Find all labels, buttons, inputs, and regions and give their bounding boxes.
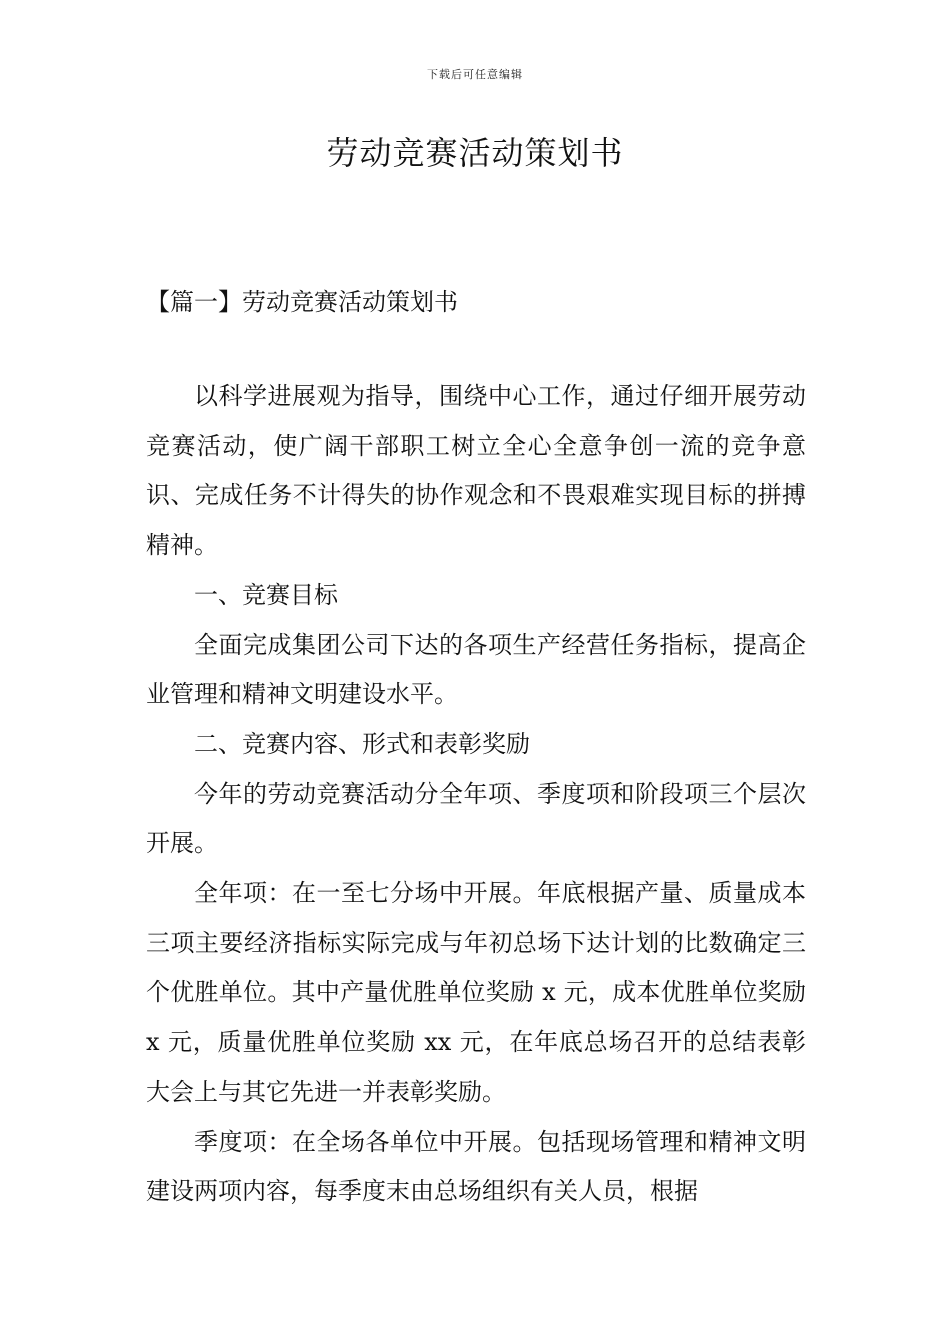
header-note: 下载后可任意编辑 <box>427 68 523 81</box>
heading-goals: 一、竞赛目标 <box>194 580 338 609</box>
paragraph-annual: 全年项：在一至七分场中开展。年底根据产量、质量成本三项主要经济指标实际完成与年初总场下达计划的比数确定三个优胜单位。其中产量优胜单位奖励 x 元，成本优胜单位奖励 x 元，质量优胜单位奖励 xx 元，在年底总场召开的总结表彰大会上与其它先进一并表彰奖励。 <box>146 879 806 1106</box>
document-body <box>146 372 806 1217</box>
paragraph-intro: 以科学进展观为指导，围绕中心工作，通过仔细开展劳动竞赛活动，使广阔干部职工树立全心全意争创一流的竞争意识、完成任务不计得失的协作观念和不畏艰难实现目标的拼搏精神。 <box>146 382 806 560</box>
paragraph-quarterly: 季度项：在全场各单位中开展。包括现场管理和精神文明建设两项内容，每季度末由总场组织有关人员，根据 <box>146 1127 806 1206</box>
document-title: 劳动竞赛活动策划书 <box>326 134 624 172</box>
section-heading: 【篇一】劳动竞赛活动策划书 <box>146 288 458 316</box>
heading-content: 二、竞赛内容、形式和表彰奖励 <box>194 729 530 758</box>
paragraph-levels: 今年的劳动竞赛活动分全年项、季度项和阶段项三个层次开展。 <box>146 779 806 858</box>
paragraph-goals: 全面完成集团公司下达的各项生产经营任务指标，提高企业管理和精神文明建设水平。 <box>146 630 806 709</box>
